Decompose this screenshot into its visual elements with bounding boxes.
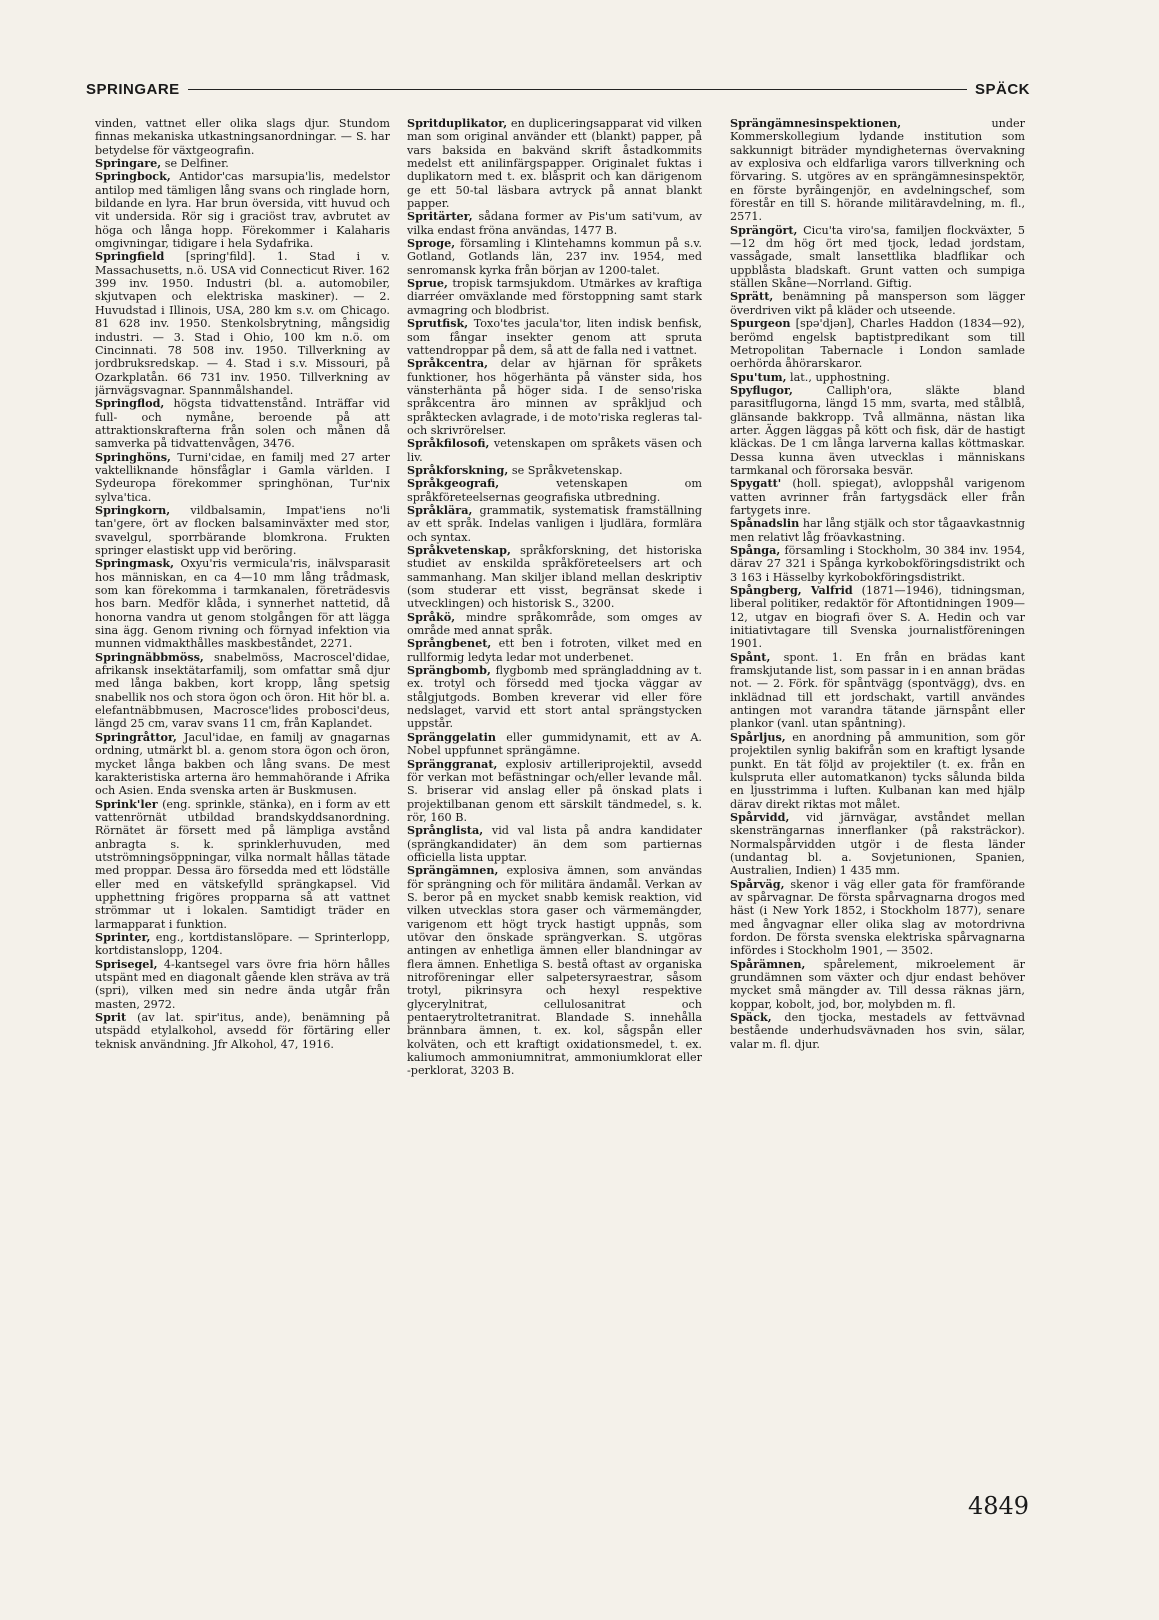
entry-headword: Spånt, (730, 649, 771, 664)
dictionary-entry (730, 224, 1025, 291)
dictionary-entry (730, 517, 1025, 544)
entry-body: (holl. spiegat), avloppshål varigenom vatten avrinner från fartygsdäck eller från fartygets inre. (730, 477, 1025, 517)
dictionary-entry (95, 504, 390, 557)
entry-headword: Springfield (95, 249, 165, 264)
entry-headword: Sprue, (407, 276, 448, 291)
entry-headword: Språkfilosofi, (407, 436, 490, 451)
entry-body: (eng. sprinkle, stänka), en i form av ett vattenrörnät utbildad brandskyddsanordning. Rörnätet är försett med på lämpliga avstånd anbragta s. k. sprinklerhuvuden, med utströmningsöppningar, vilka normalt hållas tätade med proppar. Dessa äro försedda med ett lödställe eller med en vätskefylld sprängkapsel. Vid upphettning frigöres propparna så att vattnet strömmar ut i lokalen. Samtidigt träder en larmapparat i funktion. (95, 797, 390, 931)
dictionary-entry (95, 958, 390, 1011)
dictionary-entry (95, 250, 390, 397)
entry-body: församling i Stockholm, 30 384 inv. 1954, därav 27 321 i Spånga kyrkobokföringsdistrikt och 3 163 i Hässelby kyrkobokföringsdistrikt. (730, 544, 1025, 584)
entry-body: Jacul'idae, en familj av gnagarnas ordning, utmärkt bl. a. genom stora ögon och öron, mycket långa bakben och lång svans. De mest karakteristiska arterna äro hemmahörande i Afrika och Asien. Enda svenska arten är Buskmusen. (95, 730, 390, 798)
entry-headword: Spångberg, Valfrid (730, 583, 853, 598)
entry-headword: Språklära, (407, 502, 473, 517)
dictionary-entry (730, 1011, 1025, 1051)
entry-headword: Springkorn, (95, 502, 171, 517)
entry-headword: Sproge, (407, 236, 456, 251)
entry-headword: Sprängört, (730, 222, 798, 237)
entry-body: har lång stjälk och stor tågaavkastnnig men relativt låg fröavkastning. (730, 517, 1025, 544)
dictionary-entry (730, 544, 1025, 584)
entry-body: vildbalsamin, Impat'iens no'li tan'gere, ört av flocken balsaminväxter med stor, svavelgul, sporrbärande blomkrona. Frukten springer elastiskt upp vid beröring. (95, 503, 390, 557)
entry-headword: Spurgeon (730, 316, 791, 331)
dictionary-entry (730, 290, 1025, 317)
column-1 (95, 117, 390, 1477)
entry-headword: Springhöns, (95, 449, 171, 464)
dictionary-entry (95, 1011, 390, 1051)
entry-body: [spring'fild]. 1. Stad i v. Massachusetts, n.ö. USA vid Connecticut River. 162 399 inv. 1950. Industri (bl. a. automobiler, skjutvapen och elektriska maskiner). — 2. Huvudstad i Illinois, USA, 280 km s.v. om Chicago. 81 628 inv. 1950. Stenkolsbrytning, mångsidig industri. — 3. Stad i Ohio, 100 km n.ö. om Cincinnati. 78 508 inv. 1950. Tillverkning av jordbruksredskap. — 4. Stad i s.v. Missouri, på Ozarkplatån. 66 731 inv. 1950. Tillverkning av järnvägsvagnar. Spannmålshandel. (95, 250, 390, 397)
entry-headword: Spånga, (730, 543, 781, 557)
dictionary-entry (407, 357, 702, 437)
entry-body: spont. 1. En från en brädas kant framskjutande list, som passar in i en annan brädas not. — 2. Förk. för spåntvägg (spontvägg), dvs. en inklädnad till ett jordschakt, vartill användes antingen mot varandra tätande järnspånt eller plankor (vanl. utan spåntning). (730, 650, 1025, 731)
entry-headword: Sprängbomb, (407, 663, 491, 678)
entry-headword: Sprinter, (95, 929, 151, 944)
dictionary-entry (730, 584, 1025, 651)
entry-body: explosiv artilleriprojektil, avsedd för verkan mot befästningar och/eller levande mål. S. briserar vid anslag eller på önskad plats i projektilbanan genom ett särskilt tändmedel, s. k. rör, 160 B. (407, 757, 702, 824)
entry-headword: Springflod, (95, 396, 165, 411)
entry-body: församling i Klintehamns kommun på s.v. Gotland, Gotlands län, 237 inv. 1954, med senromansk kyrka från början av 1200-talet. (407, 237, 702, 277)
entry-headword: Spårämnen, (730, 956, 806, 971)
entry-body: språkforskning, det historiska studiet av enskilda språkföreteelsers art och sammanhang. Man skiljer ibland mellan deskriptiv (som studerar ett visst, begränsat skede i utvecklingen) och historisk S., 3200. (407, 544, 702, 611)
entry-body: skenor i väg eller gata för framförande av spårvagnar. De första spårvagnarna drogos med häst (i New York 1852, i Stockholm 1877), senare med ångvagnar eller olika slag av motordrivna fordon. De första svenska elektriska spårvagnarna infördes i Stockholm 1901, — 3502. (730, 877, 1025, 958)
entry-body: flygbomb med sprängladdning av t. ex. trotyl och försedd med tjocka väggar av stålgjutgods. Bomben kreverar vid eller före nedslaget, varvid ett stort antal sprängstycken uppstår. (407, 664, 702, 731)
entry-headword: Språkgeografi, (407, 476, 500, 491)
entry-headword: Spygatt' (730, 476, 782, 491)
entry-headword: Spritärter, (407, 209, 473, 224)
entry-body: [spə'djən], Charles Haddon (1834—92), berömd engelsk baptistpredikant som till Metropolitan Tabernacle i London samlade oerhörda åhörarskaror. (730, 317, 1025, 371)
entry-body: vid järnvägar, avståndet mellan skensträngarnas innerflanker (på raksträckor). Normalspårvidden utgör i de flesta länder (undantag bl. a. Sovjetunionen, Spanien, Australien, Indien) 1 435 mm. (730, 810, 1025, 878)
dictionary-entry (730, 371, 1025, 384)
dictionary-entry (95, 157, 390, 170)
entry-headword: Spu'tum, (730, 369, 787, 384)
dictionary-entry (407, 637, 702, 664)
entry-body: sådana former av Pis'um sati'vum, av vilka endast fröna användas, 1477 B. (407, 210, 702, 237)
dictionary-entry (407, 277, 702, 317)
dictionary-entry (730, 477, 1025, 517)
dictionary-entry (407, 437, 702, 464)
entry-body: eller gummidynamit, ett av A. Nobel uppfunnet sprängämne. (407, 730, 702, 758)
running-header (86, 78, 1030, 100)
entry-body: Oxyu'ris vermicula'ris, inälvsparasit hos människan, en ca 4—10 mm lång trådmask, som kan förekomma i tarmkanalen, företrädesvis hos barn. Medför klåda, i synnerhet nattetid, då honorna vandra ut genom stolgången för att lägga sina ägg. Genom rivning och förnyad infektion via munnen vidmakthålles maskbeståndet, 2271. (95, 557, 390, 651)
entry-headword: Springråttor, (95, 729, 177, 744)
page-number: 4849 (968, 1492, 1030, 1520)
dictionary-entry (407, 864, 702, 1078)
entry-headword: Springbock, (95, 169, 171, 184)
column-2 (407, 117, 702, 1477)
header-left-word: SPRINGARE (86, 80, 180, 98)
dictionary-entry (407, 731, 702, 758)
dictionary-entry (730, 731, 1025, 811)
dictionary-entry (730, 811, 1025, 878)
entry-body: högsta tidvattenstånd. Inträffar vid full- och nymåne, beroende på att attraktionskrafterna från solen och månen då samverka på tidvattenvågen, 3476. (95, 397, 390, 451)
entry-headword: Sprit (95, 1010, 127, 1025)
entry-headword: Springare, (95, 156, 162, 171)
dictionary-entry (730, 117, 1025, 224)
entry-body: vinden, vattnet eller olika slags djur. Stundom finnas mekaniska utkastningsanordningar. — S. har betydelse för växtgeografin. (95, 117, 390, 157)
entry-headword: Spårväg, (730, 876, 785, 891)
entry-body: explosiva ämnen, som användas för sprängning och för militära ändamål. Verkan av S. beror på en mycket snabb kemisk reaktion, vid vilken utvecklas stora gaser och värmemängder, varigenom ett högt tryck hastigt uppnås, som utövar den önskade sprängverkan. S. utgöras antingen av enhetliga ämnen eller blandningar av flera ämnen. Enhetliga S. bestå oftast av organiska nitroföreningar eller salpetersyraestrar, såsom trotyl, pikrinsyra och hexyl respektive glycerylnitrat, cellulosanitrat och pentaerytroltetranitrat. Blandade S. innehålla brännbara ämnen, t. ex. kol, sågspån eller kolväten, och ett kraftigt oxidationsmedel, t. ex. kaliumoch ammoniumnitrat, ammoniumklorat eller -perklorat, 3203 B. (407, 864, 702, 1078)
entry-body: delar av hjärnan för språkets funktioner, hos högerhänta på vänster sida, hos vänsterhänta på höger sida. I de senso'riska språkcentra äro minnen av språkljud och språktecken avlagrade, i de moto'riska regleras tal- och skrivrörelser. (407, 357, 702, 437)
dictionary-entry (95, 651, 390, 731)
entry-body: Turni'cidae, en familj med 27 arter vaktelliknande hönsfåglar i Gamla världen. I Sydeuropa förekommer springhönan, Tur'nix sylva'tica. (95, 450, 390, 504)
entry-body: tropisk tarmsjukdom. Utmärkes av kraftiga diarréer omväxlande med förstoppning samt stark avmagring och blodbrist. (407, 277, 702, 317)
header-rule (188, 89, 967, 90)
dictionary-entry (95, 451, 390, 504)
entry-headword: Spårljus, (730, 729, 786, 744)
dictionary-entry (407, 237, 702, 277)
entry-body: en dupliceringsapparat vid vilken man som original använder ett (blankt) papper, på vars baksida en bakvänd skrift åstadkommits medelst ett anilinfärgspapper. Originalet fuktas i duplikatorn med t. ex. blåsprit och kan därigenom ge ett 50-tal läsbara avtryck på annat blankt papper. (407, 117, 702, 211)
entry-body: (av lat. spir'itus, ande), benämning på utspädd etylalkohol, avsedd för förtäring eller teknisk användning. Jfr Alkohol, 47, 1916. (95, 1011, 390, 1051)
entry-body: (1871—1946), tidningsman, liberal politiker, redaktör för Aftontidningen 1909—12, utgav en biografi över S. A. Hedin och var initiativtagare till Svenska journalistföreningen 1901. (730, 584, 1025, 651)
entry-headword: Språngbenet, (407, 636, 492, 651)
entry-body: Cicu'ta viro'sa, familjen flockväxter, 5—12 dm hög ört med tjock, ledad jordstam, vassågade, smalt lansettlika bladflikar och uppblåsta bladskaft. Grunt vatten och sumpiga ställen Skåne—Norrland. Giftig. (730, 223, 1025, 291)
entry-headword: Sprutfisk, (407, 316, 469, 331)
dictionary-entry (95, 931, 390, 958)
dictionary-entry (407, 477, 702, 504)
dictionary-entry (730, 651, 1025, 731)
entry-body: den tjocka, mestadels av fettvävnad bestående underhudsvävnaden hos svin, sälar, valar m. fl. djur. (730, 1011, 1025, 1051)
entry-body: vetenskapen om språkets väsen och liv. (407, 437, 702, 464)
entry-headword: Språnglista, (407, 823, 484, 838)
dictionary-entry (407, 544, 702, 611)
entry-body: ett ben i fotroten, vilket med en rullformig ledyta ledar mot underbenet. (407, 637, 702, 664)
entry-headword: Sprisegel, (95, 956, 158, 971)
entry-body: se Delfiner. (161, 157, 229, 171)
entry-body: Calliph'ora, släkte bland parasitflugorna, längd 15 mm, svarta, med stålblå, glänsande bakkropp. Två allmänna, nästan lika arter. Äggen läggas på kött och fisk, där de hastigt kläckas. De 1 cm långa larverna kallas köttmaskar. Dessa kunna även utvecklas i människans tarmkanal och förorsaka besvär. (730, 383, 1025, 477)
entry-body: benämning på mansperson som lägger överdriven vikt på kläder och utseende. (730, 290, 1025, 317)
entry-body: se Språkvetenskap. (508, 463, 623, 477)
header-right-word: SPÄCK (974, 80, 1030, 98)
dictionary-entry (95, 397, 390, 450)
entry-headword: Späck, (730, 1010, 772, 1025)
entry-headword: Spårvidd, (730, 809, 790, 824)
entry-headword: Sprängämnesinspektionen, (730, 117, 902, 130)
dictionary-entry (407, 317, 702, 357)
dictionary-entry (730, 878, 1025, 958)
dictionary-entry (407, 464, 702, 477)
dictionary-entry (407, 504, 702, 544)
entry-headword: Sprätt, (730, 289, 774, 304)
entry-headword: Sprängämnen, (407, 863, 499, 878)
entry-body: 4-kantsegel vars övre fria hörn hålles utspänt med en diagonalt gående klen sträva av trä (spri), vilken med sin nedre ända utgår från masten, 2972. (95, 957, 390, 1011)
dictionary-entry (95, 798, 390, 931)
entry-body: Antidor'cas marsupia'lis, medelstor antilop med tämligen lång svans och ringlade horn, bildande en lyra. Har brun översida, vitt huvud och vit undersida. Rör sig i graciöst trav, avbrutet av höga och långa hopp. Förekommer i Kalaharis omgivningar, tidigare i hela Sydafrika. (95, 170, 390, 251)
entry-headword: Springmask, (95, 556, 175, 571)
entry-headword: Spränggranat, (407, 756, 498, 771)
entry-body: grammatik, systematisk framställning av ett språk. Indelas vanligen i ljudlära, formlära och syntax. (407, 503, 702, 544)
dictionary-entry (407, 664, 702, 731)
entry-headword: Spritduplikator, (407, 117, 508, 130)
dictionary-entry (95, 731, 390, 798)
entry-body: snabelmöss, Macroscel'didae, afrikansk insektätarfamilj, som omfattar små djur med långa bakben, kort kropp, lång spetsig snabellik nos och stora ögon och öron. Hit hör bl. a. elefantnäbbmusen, Macrosce'lides probosci'deus, längd 25 cm, varav svans 11 cm, från Kaplandet. (95, 650, 390, 731)
dictionary-entry (730, 958, 1025, 1011)
entry-headword: Springnäbbmöss, (95, 649, 204, 664)
entry-body: Toxo'tes jacula'tor, liten indisk benfisk, som fångar insekter genom att spruta vattendroppar på dem, så att de falla ned i vattnet. (407, 317, 702, 357)
column-3 (730, 117, 1025, 1477)
entry-headword: Språkvetenskap, (407, 543, 511, 557)
entry-body: lat., upphostning. (786, 370, 890, 384)
entry-body: eng., kortdistanslöpare. — Sprinterlopp, kortdistanslopp, 1204. (95, 930, 390, 958)
dictionary-entry (407, 824, 702, 864)
entry-body: vetenskapen om språkföreteelsernas geografiska utbredning. (407, 477, 702, 504)
dictionary-entry (407, 210, 702, 237)
entry-headword: Spånadslin (730, 516, 800, 531)
entry-body: spårelement, mikroelement är grundämnen som växter och djur endast behöver mycket små mängder av. Till dessa räknas järn, koppar, kobolt, jod, bor, molybden m. fl. (730, 957, 1025, 1011)
entry-body: under Kommerskollegium lydande institution som sakkunnigt biträder myndigheternas övervakning av explosiva och eldfarliga varors tillverkning och förvaring. S. utgöres av en sprängämnesinspektör, en förste byråingenjör, en avdelningschef, som förestår en till S. hörande militäravdelning, m. fl., 2571. (730, 117, 1025, 224)
entry-body: en anordning på ammunition, som gör projektilen synlig bakifrån som en kraftigt lysande punkt. En tät följd av projektiler (t. ex. från en kulspruta eller automatkanon) tycks sålunda bilda en ljusstrimma i luften. Kulbanan kan med hjälp därav direkt riktas mot målet. (730, 730, 1025, 811)
dictionary-entry (730, 317, 1025, 370)
entry-headword: Språkcentra, (407, 356, 489, 371)
entry-headword: Språkforskning, (407, 462, 509, 477)
entry-headword: Spränggelatin (407, 729, 496, 744)
dictionary-entry (407, 611, 702, 638)
dictionary-entry (95, 117, 390, 157)
dictionary-entry (407, 758, 702, 825)
entry-body: vid val lista på andra kandidater (sprängkandidater) än dem som partiernas officiella lista upptar. (407, 824, 702, 864)
entry-headword: Spyflugor, (730, 382, 793, 397)
entry-headword: Sprink'ler (95, 796, 158, 811)
dictionary-entry (730, 384, 1025, 477)
entry-headword: Språkö, (407, 609, 456, 624)
dictionary-entry (407, 117, 702, 210)
entry-body: mindre språkområde, som omges av område med annat språk. (407, 610, 702, 638)
dictionary-entry (95, 170, 390, 250)
dictionary-entry (95, 557, 390, 650)
